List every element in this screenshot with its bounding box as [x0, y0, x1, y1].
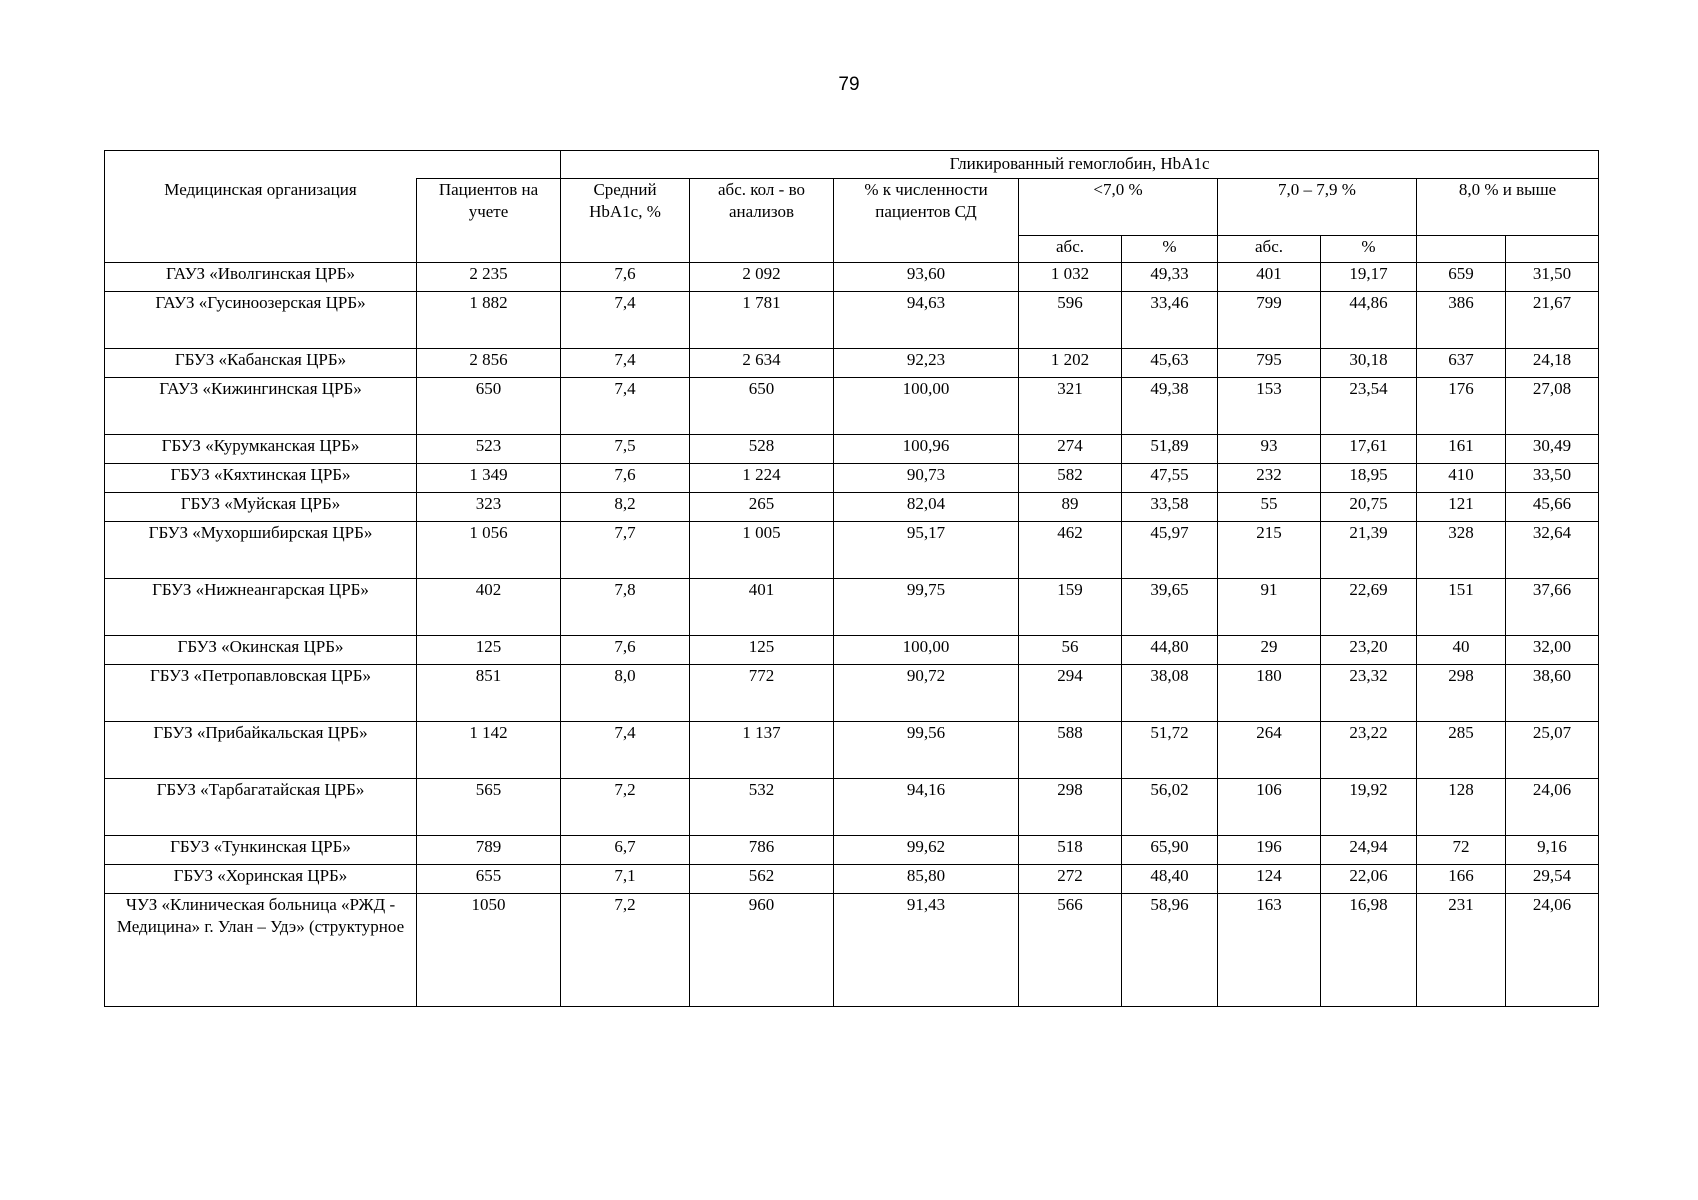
cell-avg: 7,6	[561, 464, 690, 493]
cell-patients: 1 882	[417, 292, 561, 349]
cell-lt7-pct: 51,72	[1122, 722, 1218, 779]
cell-patients: 789	[417, 836, 561, 865]
cell-abs-count: 532	[690, 779, 834, 836]
cell-mid-pct: 23,22	[1321, 722, 1417, 779]
cell-hi-pct: 21,67	[1506, 292, 1599, 349]
table-row	[105, 292, 1599, 349]
cell-avg: 7,1	[561, 865, 690, 894]
cell-avg: 7,6	[561, 636, 690, 665]
cell-lt7-abs: 298	[1019, 779, 1122, 836]
cell-patients: 323	[417, 493, 561, 522]
cell-mid-pct: 17,61	[1321, 435, 1417, 464]
cell-mid-abs: 124	[1218, 865, 1321, 894]
cell-hi-pct: 24,18	[1506, 349, 1599, 378]
header-blank-left	[105, 151, 561, 179]
cell-org: ГБУЗ «Мухоршибирская ЦРБ»	[105, 522, 417, 579]
cell-patients: 2 856	[417, 349, 561, 378]
cell-avg: 7,8	[561, 579, 690, 636]
cell-avg: 8,0	[561, 665, 690, 722]
header-patients: Пациентов на учете	[417, 179, 561, 263]
cell-hi-abs: 231	[1417, 894, 1506, 1007]
cell-abs-count: 1 137	[690, 722, 834, 779]
cell-pct-count: 99,56	[834, 722, 1019, 779]
cell-hi-pct: 30,49	[1506, 435, 1599, 464]
cell-lt7-pct: 33,46	[1122, 292, 1218, 349]
cell-pct-count: 99,62	[834, 836, 1019, 865]
cell-patients: 650	[417, 378, 561, 435]
cell-patients: 523	[417, 435, 561, 464]
cell-abs-count: 960	[690, 894, 834, 1007]
cell-abs-count: 401	[690, 579, 834, 636]
cell-mid-pct: 20,75	[1321, 493, 1417, 522]
cell-avg: 7,4	[561, 292, 690, 349]
cell-hi-pct: 45,66	[1506, 493, 1599, 522]
cell-abs-count: 528	[690, 435, 834, 464]
cell-mid-pct: 22,69	[1321, 579, 1417, 636]
cell-avg: 7,2	[561, 779, 690, 836]
cell-abs-count: 125	[690, 636, 834, 665]
cell-patients: 655	[417, 865, 561, 894]
cell-lt7-pct: 45,97	[1122, 522, 1218, 579]
header-avg: Средний HbA1c, %	[561, 179, 690, 263]
header-lt7: <7,0 %	[1019, 179, 1218, 236]
cell-mid-abs: 401	[1218, 263, 1321, 292]
cell-org: ГБУЗ «Муйская ЦРБ»	[105, 493, 417, 522]
cell-hi-pct: 37,66	[1506, 579, 1599, 636]
cell-lt7-abs: 294	[1019, 665, 1122, 722]
cell-avg: 6,7	[561, 836, 690, 865]
cell-pct-count: 82,04	[834, 493, 1019, 522]
cell-mid-pct: 30,18	[1321, 349, 1417, 378]
table-row	[105, 464, 1599, 493]
cell-mid-pct: 23,32	[1321, 665, 1417, 722]
cell-lt7-abs: 1 032	[1019, 263, 1122, 292]
table-row	[105, 779, 1599, 836]
cell-hi-abs: 328	[1417, 522, 1506, 579]
cell-mid-pct: 18,95	[1321, 464, 1417, 493]
cell-avg: 7,4	[561, 378, 690, 435]
cell-pct-count: 100,00	[834, 378, 1019, 435]
cell-org: ГБУЗ «Кяхтинская ЦРБ»	[105, 464, 417, 493]
cell-lt7-pct: 56,02	[1122, 779, 1218, 836]
cell-lt7-pct: 45,63	[1122, 349, 1218, 378]
cell-mid-pct: 19,17	[1321, 263, 1417, 292]
cell-org: ГБУЗ «Петропавловская ЦРБ»	[105, 665, 417, 722]
cell-hi-abs: 72	[1417, 836, 1506, 865]
header-group-title: Гликированный гемоглобин, HbA1c	[561, 151, 1599, 179]
cell-hi-abs: 386	[1417, 292, 1506, 349]
cell-abs-count: 650	[690, 378, 834, 435]
table-row	[105, 665, 1599, 722]
cell-hi-abs: 128	[1417, 779, 1506, 836]
cell-hi-pct: 29,54	[1506, 865, 1599, 894]
table-body	[105, 263, 1599, 1007]
page-number: 79	[838, 74, 860, 95]
cell-lt7-pct: 38,08	[1122, 665, 1218, 722]
cell-org: ГАУЗ «Кижингинская ЦРБ»	[105, 378, 417, 435]
cell-avg: 7,4	[561, 722, 690, 779]
header-lt7-abs: абс.	[1019, 236, 1122, 263]
cell-pct-count: 91,43	[834, 894, 1019, 1007]
cell-abs-count: 786	[690, 836, 834, 865]
cell-patients: 402	[417, 579, 561, 636]
cell-mid-pct: 21,39	[1321, 522, 1417, 579]
header-lt7-pct: %	[1122, 236, 1218, 263]
cell-avg: 7,5	[561, 435, 690, 464]
cell-patients: 565	[417, 779, 561, 836]
cell-mid-abs: 93	[1218, 435, 1321, 464]
cell-lt7-abs: 272	[1019, 865, 1122, 894]
cell-patients: 1 056	[417, 522, 561, 579]
cell-abs-count: 1 005	[690, 522, 834, 579]
cell-hi-pct: 25,07	[1506, 722, 1599, 779]
header-mid-abs: абс.	[1218, 236, 1321, 263]
cell-lt7-pct: 39,65	[1122, 579, 1218, 636]
cell-hi-pct: 9,16	[1506, 836, 1599, 865]
cell-mid-abs: 799	[1218, 292, 1321, 349]
cell-pct-count: 95,17	[834, 522, 1019, 579]
cell-lt7-abs: 518	[1019, 836, 1122, 865]
cell-lt7-pct: 65,90	[1122, 836, 1218, 865]
header-mid-pct: %	[1321, 236, 1417, 263]
table-row	[105, 894, 1599, 1007]
cell-lt7-abs: 596	[1019, 292, 1122, 349]
cell-lt7-pct: 47,55	[1122, 464, 1218, 493]
cell-hi-pct: 32,00	[1506, 636, 1599, 665]
cell-hi-pct: 32,64	[1506, 522, 1599, 579]
cell-abs-count: 772	[690, 665, 834, 722]
cell-lt7-pct: 44,80	[1122, 636, 1218, 665]
header-abs-count: абс. кол - во анализов	[690, 179, 834, 263]
cell-lt7-abs: 274	[1019, 435, 1122, 464]
cell-org: ЧУЗ «Клиническая больница «РЖД - Медицина» г. Улан – Удэ» (структурное	[105, 894, 417, 1007]
header-hi-pct	[1506, 236, 1599, 263]
cell-patients: 1 142	[417, 722, 561, 779]
cell-lt7-pct: 33,58	[1122, 493, 1218, 522]
cell-avg: 7,6	[561, 263, 690, 292]
cell-patients: 1 349	[417, 464, 561, 493]
cell-abs-count: 1 224	[690, 464, 834, 493]
cell-patients: 2 235	[417, 263, 561, 292]
cell-hi-abs: 121	[1417, 493, 1506, 522]
table-row	[105, 636, 1599, 665]
cell-abs-count: 265	[690, 493, 834, 522]
table-row	[105, 865, 1599, 894]
table-row	[105, 579, 1599, 636]
cell-org: ГБУЗ «Тункинская ЦРБ»	[105, 836, 417, 865]
cell-mid-abs: 795	[1218, 349, 1321, 378]
cell-mid-abs: 106	[1218, 779, 1321, 836]
cell-mid-abs: 215	[1218, 522, 1321, 579]
cell-patients: 1050	[417, 894, 561, 1007]
cell-lt7-pct: 48,40	[1122, 865, 1218, 894]
cell-org: ГБУЗ «Нижнеангарская ЦРБ»	[105, 579, 417, 636]
cell-lt7-abs: 566	[1019, 894, 1122, 1007]
cell-mid-abs: 55	[1218, 493, 1321, 522]
cell-mid-abs: 163	[1218, 894, 1321, 1007]
cell-lt7-pct: 51,89	[1122, 435, 1218, 464]
cell-hi-pct: 38,60	[1506, 665, 1599, 722]
cell-org: ГБУЗ «Кабанская ЦРБ»	[105, 349, 417, 378]
cell-mid-abs: 91	[1218, 579, 1321, 636]
table-row	[105, 522, 1599, 579]
cell-mid-abs: 153	[1218, 378, 1321, 435]
table-row	[105, 378, 1599, 435]
table-header	[105, 151, 1599, 263]
cell-org: ГБУЗ «Курумканская ЦРБ»	[105, 435, 417, 464]
cell-lt7-abs: 462	[1019, 522, 1122, 579]
cell-mid-pct: 23,54	[1321, 378, 1417, 435]
cell-org: ГБУЗ «Прибайкальская ЦРБ»	[105, 722, 417, 779]
cell-hi-pct: 24,06	[1506, 894, 1599, 1007]
cell-lt7-abs: 582	[1019, 464, 1122, 493]
cell-hi-pct: 33,50	[1506, 464, 1599, 493]
table-row	[105, 435, 1599, 464]
cell-hi-pct: 24,06	[1506, 779, 1599, 836]
cell-mid-pct: 44,86	[1321, 292, 1417, 349]
cell-org: ГАУЗ «Гусиноозерская ЦРБ»	[105, 292, 417, 349]
table-row	[105, 836, 1599, 865]
cell-pct-count: 100,96	[834, 435, 1019, 464]
header-org: Медицинская организация	[105, 179, 417, 263]
cell-mid-abs: 232	[1218, 464, 1321, 493]
cell-org: ГБУЗ «Тарбагатайская ЦРБ»	[105, 779, 417, 836]
cell-hi-abs: 410	[1417, 464, 1506, 493]
cell-abs-count: 1 781	[690, 292, 834, 349]
cell-lt7-abs: 588	[1019, 722, 1122, 779]
cell-mid-pct: 22,06	[1321, 865, 1417, 894]
cell-hi-abs: 298	[1417, 665, 1506, 722]
cell-pct-count: 93,60	[834, 263, 1019, 292]
cell-org: ГБУЗ «Хоринская ЦРБ»	[105, 865, 417, 894]
cell-mid-abs: 264	[1218, 722, 1321, 779]
cell-lt7-pct: 58,96	[1122, 894, 1218, 1007]
cell-abs-count: 2 092	[690, 263, 834, 292]
cell-pct-count: 94,16	[834, 779, 1019, 836]
cell-mid-pct: 23,20	[1321, 636, 1417, 665]
table-row	[105, 263, 1599, 292]
header-ge8: 8,0 % и выше	[1417, 179, 1599, 236]
cell-pct-count: 90,73	[834, 464, 1019, 493]
cell-pct-count: 99,75	[834, 579, 1019, 636]
cell-lt7-abs: 159	[1019, 579, 1122, 636]
cell-avg: 7,4	[561, 349, 690, 378]
hba1c-table	[104, 150, 1599, 1007]
cell-avg: 8,2	[561, 493, 690, 522]
cell-lt7-abs: 56	[1019, 636, 1122, 665]
header-hi-abs	[1417, 236, 1506, 263]
cell-hi-abs: 659	[1417, 263, 1506, 292]
cell-avg: 7,2	[561, 894, 690, 1007]
cell-pct-count: 100,00	[834, 636, 1019, 665]
cell-mid-pct: 19,92	[1321, 779, 1417, 836]
cell-mid-abs: 29	[1218, 636, 1321, 665]
cell-abs-count: 2 634	[690, 349, 834, 378]
cell-lt7-abs: 321	[1019, 378, 1122, 435]
cell-hi-abs: 161	[1417, 435, 1506, 464]
header-pct-count: % к численности пациентов СД	[834, 179, 1019, 263]
cell-hi-abs: 285	[1417, 722, 1506, 779]
cell-lt7-pct: 49,33	[1122, 263, 1218, 292]
cell-pct-count: 85,80	[834, 865, 1019, 894]
table-row	[105, 722, 1599, 779]
cell-mid-abs: 196	[1218, 836, 1321, 865]
cell-lt7-abs: 89	[1019, 493, 1122, 522]
cell-lt7-abs: 1 202	[1019, 349, 1122, 378]
cell-org: ГАУЗ «Иволгинская ЦРБ»	[105, 263, 417, 292]
cell-patients: 125	[417, 636, 561, 665]
cell-pct-count: 94,63	[834, 292, 1019, 349]
cell-org: ГБУЗ «Окинская ЦРБ»	[105, 636, 417, 665]
cell-pct-count: 90,72	[834, 665, 1019, 722]
cell-hi-abs: 40	[1417, 636, 1506, 665]
cell-avg: 7,7	[561, 522, 690, 579]
cell-hi-abs: 637	[1417, 349, 1506, 378]
cell-hi-abs: 151	[1417, 579, 1506, 636]
cell-hi-pct: 31,50	[1506, 263, 1599, 292]
cell-hi-pct: 27,08	[1506, 378, 1599, 435]
cell-mid-pct: 24,94	[1321, 836, 1417, 865]
cell-pct-count: 92,23	[834, 349, 1019, 378]
cell-patients: 851	[417, 665, 561, 722]
cell-hi-abs: 166	[1417, 865, 1506, 894]
cell-mid-pct: 16,98	[1321, 894, 1417, 1007]
cell-lt7-pct: 49,38	[1122, 378, 1218, 435]
cell-mid-abs: 180	[1218, 665, 1321, 722]
table-row	[105, 349, 1599, 378]
header-7-79: 7,0 – 7,9 %	[1218, 179, 1417, 236]
cell-abs-count: 562	[690, 865, 834, 894]
cell-hi-abs: 176	[1417, 378, 1506, 435]
table-row	[105, 493, 1599, 522]
